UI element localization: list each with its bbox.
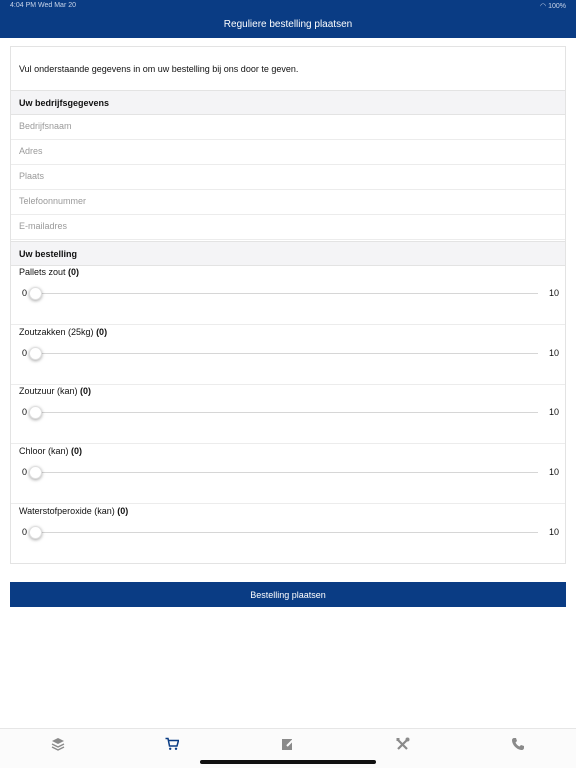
slider-track[interactable] bbox=[33, 472, 538, 473]
phone-field[interactable] bbox=[11, 190, 565, 215]
intro-text: Vul onderstaande gegevens in om uw bestelling bij ons door te geven. bbox=[19, 64, 299, 74]
slider-max-label: 10 bbox=[548, 288, 559, 298]
slider-label: Waterstofperoxide (kan) (0) bbox=[19, 506, 129, 516]
tools-icon bbox=[396, 737, 410, 751]
home-indicator bbox=[200, 760, 376, 764]
slider-min-label: 0 bbox=[22, 288, 28, 298]
slider-label: Pallets zout (0) bbox=[19, 267, 80, 277]
cart-icon bbox=[165, 737, 179, 751]
section-header-company: Uw bedrijfsgegevens bbox=[11, 90, 565, 115]
slider-thumb[interactable] bbox=[29, 466, 42, 479]
slider-row-chlorine bbox=[11, 445, 565, 504]
slider-track[interactable] bbox=[33, 353, 538, 354]
email-input[interactable] bbox=[19, 221, 549, 231]
slider-min-label: 0 bbox=[22, 467, 28, 477]
address-field[interactable] bbox=[11, 140, 565, 165]
slider-thumb[interactable] bbox=[29, 287, 42, 300]
phone-icon bbox=[511, 737, 525, 751]
slider-row-hydrogen-peroxide bbox=[11, 505, 565, 564]
status-bar bbox=[0, 0, 576, 12]
order-form bbox=[10, 46, 566, 564]
slider-track[interactable] bbox=[33, 532, 538, 533]
slider-row-hydrochloric-acid bbox=[11, 385, 565, 444]
status-time: 4:04 PM Wed Mar 20 bbox=[10, 2, 77, 9]
slider-row-pallets bbox=[11, 266, 565, 325]
status-right bbox=[540, 2, 566, 10]
slider-track[interactable] bbox=[33, 412, 538, 413]
address-input[interactable] bbox=[19, 146, 549, 156]
edit-icon bbox=[281, 737, 295, 751]
tab-edit[interactable] bbox=[281, 737, 295, 751]
slider-max-label: 10 bbox=[548, 467, 559, 477]
phone-input[interactable] bbox=[19, 196, 549, 206]
tab-tools[interactable] bbox=[396, 737, 410, 751]
section-header-order: Uw bestelling bbox=[11, 241, 565, 266]
tab-contact[interactable] bbox=[511, 737, 525, 751]
slider-track[interactable] bbox=[33, 293, 538, 294]
submit-order-button[interactable]: Bestelling plaatsen bbox=[10, 582, 566, 607]
email-field[interactable] bbox=[11, 215, 565, 240]
company-name-input[interactable] bbox=[19, 121, 549, 131]
slider-thumb[interactable] bbox=[29, 406, 42, 419]
city-field[interactable] bbox=[11, 165, 565, 190]
slider-min-label: 0 bbox=[22, 527, 28, 537]
city-input[interactable] bbox=[19, 171, 549, 181]
slider-label: Chloor (kan) (0) bbox=[19, 446, 83, 456]
tab-cart[interactable] bbox=[165, 737, 179, 751]
wifi-icon: ◠ bbox=[540, 3, 549, 10]
tab-layers[interactable] bbox=[51, 737, 65, 751]
slider-min-label: 0 bbox=[22, 348, 28, 358]
slider-label: Zoutzuur (kan) (0) bbox=[19, 386, 92, 396]
layers-icon bbox=[51, 737, 65, 751]
nav-title: Reguliere bestelling plaatsen bbox=[0, 12, 576, 38]
slider-row-salt-bags bbox=[11, 326, 565, 385]
slider-label: Zoutzakken (25kg) (0) bbox=[19, 327, 108, 337]
company-name-field[interactable] bbox=[11, 115, 565, 140]
slider-max-label: 10 bbox=[548, 348, 559, 358]
slider-min-label: 0 bbox=[22, 407, 28, 417]
slider-thumb[interactable] bbox=[29, 526, 42, 539]
slider-max-label: 10 bbox=[548, 407, 559, 417]
battery-level: 100% bbox=[548, 3, 566, 10]
slider-thumb[interactable] bbox=[29, 347, 42, 360]
slider-max-label: 10 bbox=[548, 527, 559, 537]
